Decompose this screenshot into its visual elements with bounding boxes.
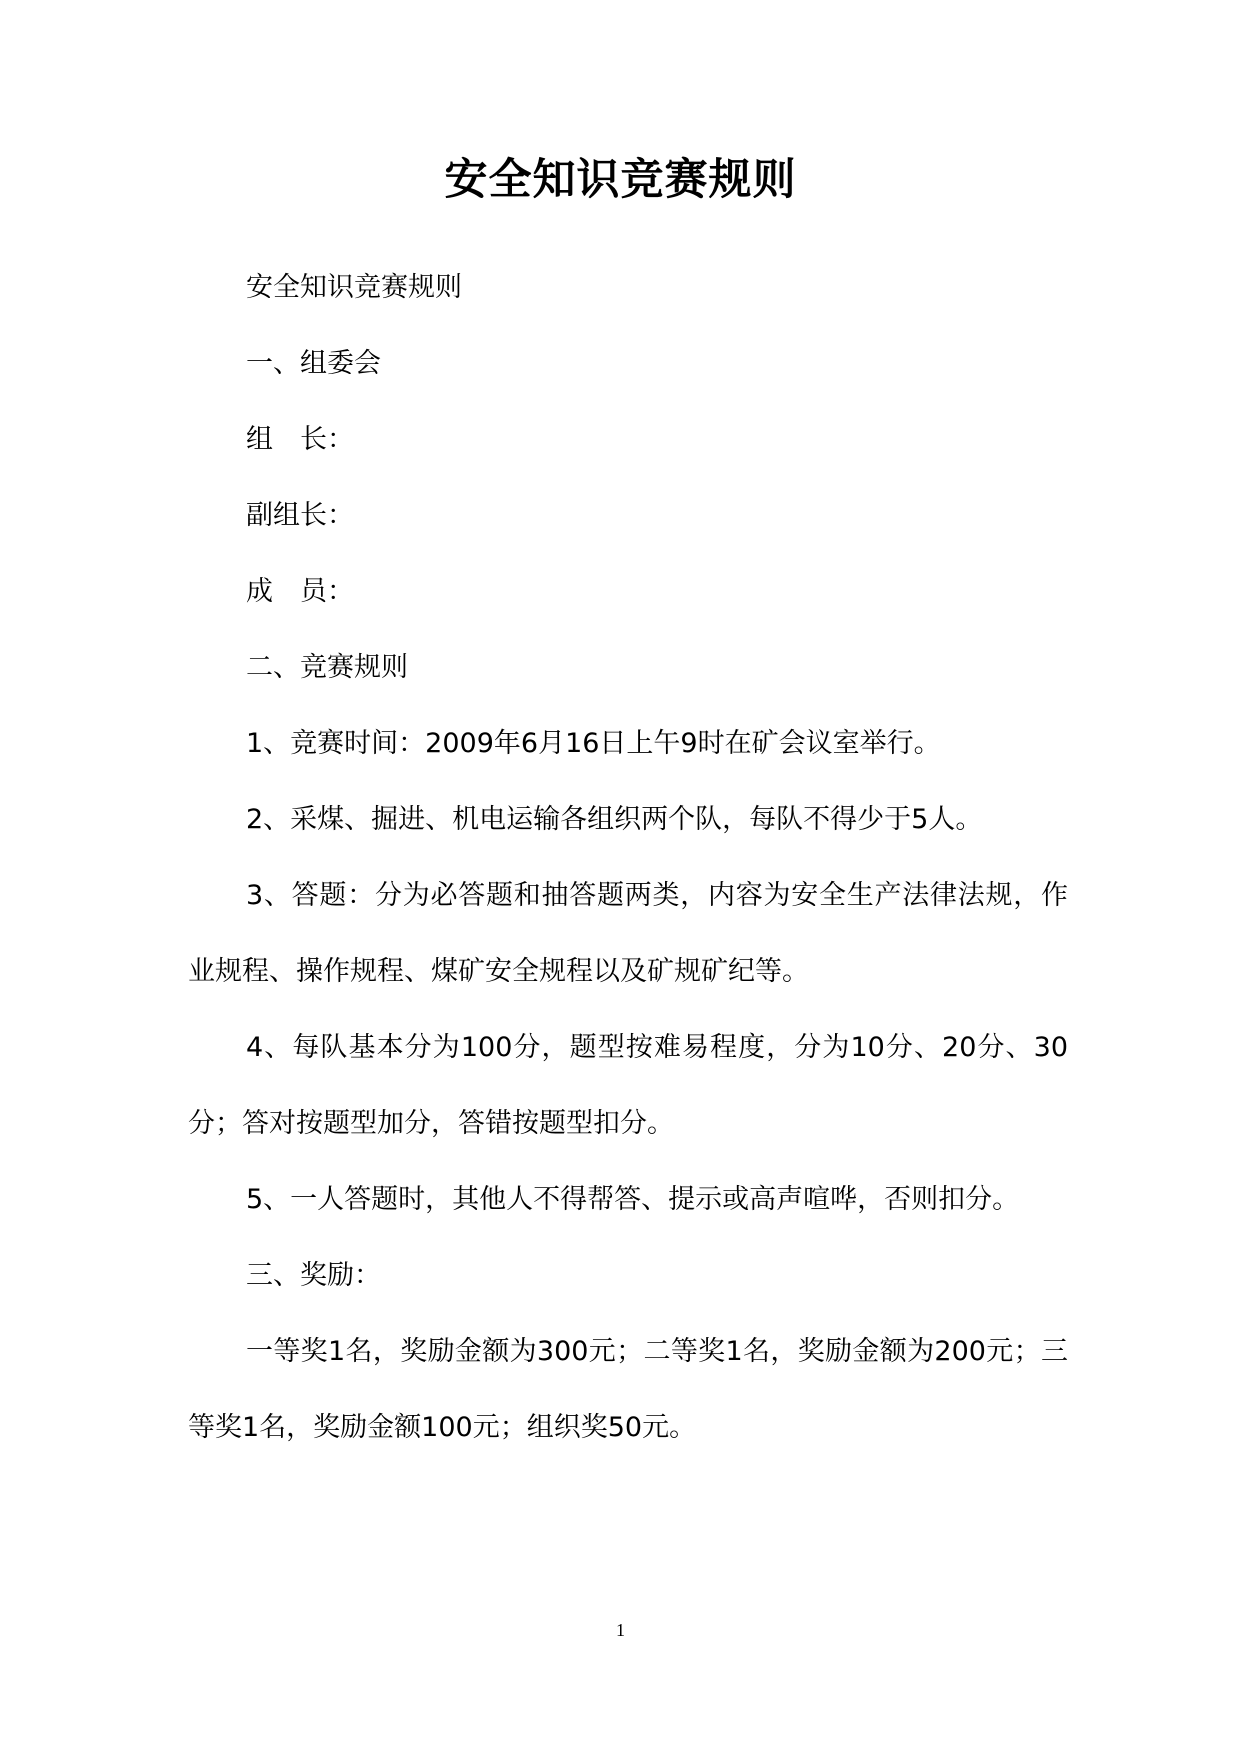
awards-details: 一等奖1名，奖励金额为300元；二等奖1名，奖励金额为200元；三等奖1名，奖励金额100元；组织奖50元。 [188,1336,1068,1443]
page-number: 1 [616,1620,625,1640]
committee-members: 成 员： [246,576,354,607]
committee-leader: 组 长： [246,424,354,455]
section-heading-committee: 一、组委会 [246,348,381,379]
rule-item-teams: 2、采煤、掘进、机电运输各组织两个队，每队不得少于5人。 [246,804,983,835]
section-heading-rules: 二、竞赛规则 [246,652,408,683]
rule-item-scoring: 4、每队基本分为100分，题型按难易程度，分为10分、20分、30分；答对按题型加分，答错按题型扣分。 [188,1032,1068,1139]
committee-deputy-leader: 副组长： [246,500,354,531]
section-heading-awards: 三、奖励： [246,1260,381,1291]
subtitle-paragraph: 安全知识竞赛规则 [246,272,462,303]
rule-item-conduct: 5、一人答题时，其他人不得帮答、提示或高声喧哗，否则扣分。 [246,1184,1020,1215]
rule-item-time: 1、竞赛时间：2009年6月16日上午9时在矿会议室举行。 [246,728,941,759]
rule-item-questions: 3、答题：分为必答题和抽答题两类，内容为安全生产法律法规，作业规程、操作规程、煤矿安全规程以及矿规矿纪等。 [188,880,1068,987]
page-title: 安全知识竞赛规则 [444,155,797,205]
document-body [188,250,1068,1466]
